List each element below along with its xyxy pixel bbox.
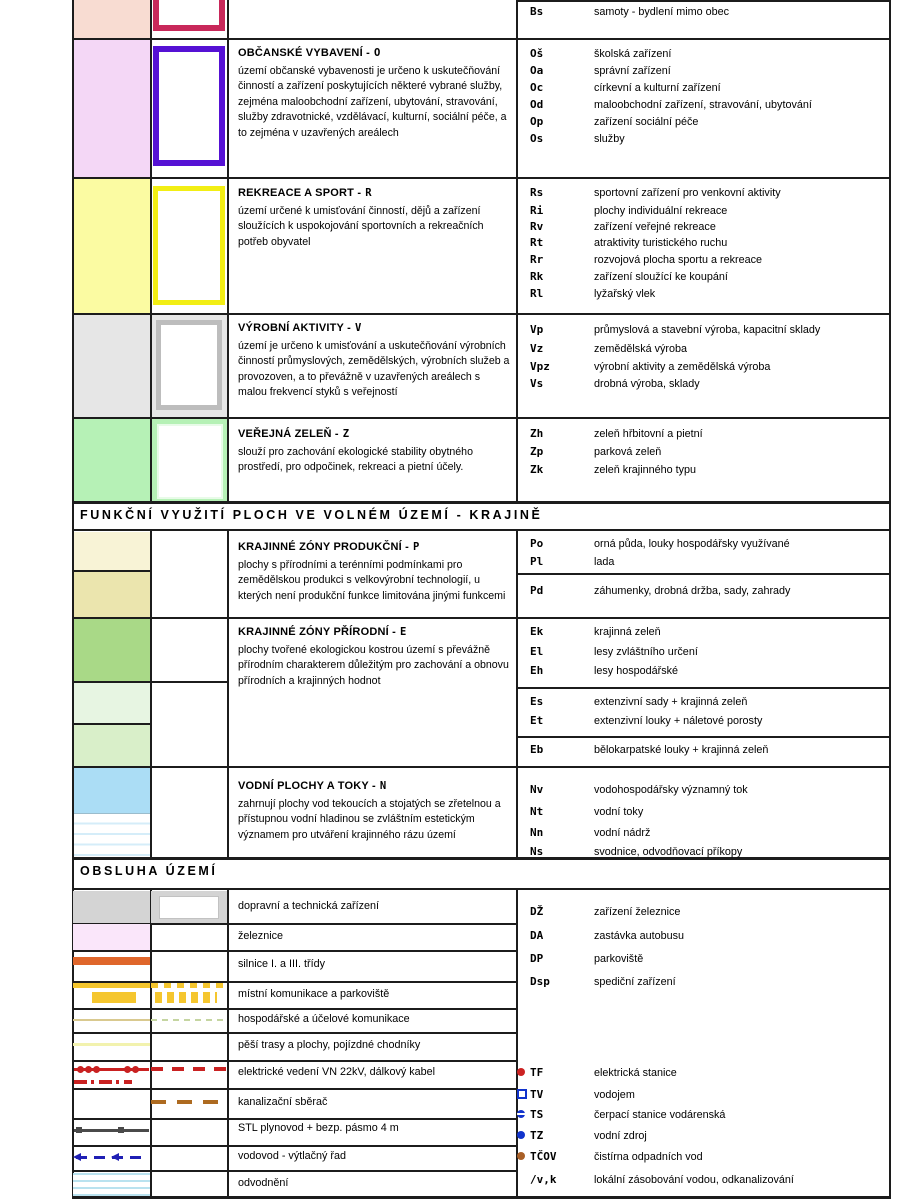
code-label: vodní nádrž (594, 827, 651, 839)
box-dopravni (159, 896, 219, 919)
code: Oa (530, 64, 544, 77)
markers-plynovod (76, 1127, 82, 1133)
box-rekreace (153, 186, 225, 305)
code: Zh (530, 427, 544, 440)
code-label: výrobní aktivity a zemědělská výroba (594, 361, 771, 373)
legend-code-row (530, 929, 684, 942)
section-title: KRAJINNÉ ZÓNY PŘÍRODNÍ - (238, 626, 396, 638)
red-circle-icon (517, 1068, 525, 1076)
swatch-obcanske (73, 39, 150, 177)
section-rekreace (238, 186, 510, 250)
section-zelen (238, 427, 510, 476)
section-body: území občanské vybavenosti je určeno k uskutečňování činností a zařízení poskytujících některé vybrané služby, zejména maloobchodní zařízení, ubytování, stravování, služby zdravotnické, vzdělávací, kulturní, sociální péče, a to zejména v uzavřených areálech (238, 64, 507, 139)
grid-line (72, 888, 891, 890)
legend-code-row (530, 952, 643, 965)
code-label: lokální zásobování vodou, odkanalizování (594, 1174, 794, 1186)
grid-line (516, 888, 518, 1196)
brown-circle-icon (517, 1152, 525, 1160)
code-label: parková zeleň (594, 446, 662, 458)
legend-code-row (530, 342, 687, 355)
legend-code-row (530, 287, 655, 300)
section-body: plochy tvořené ekologickou kostrou území s převážně přírodním charakterem důležitým pro zachování a obnovu přírodních a krajinných hodnot (238, 643, 509, 687)
box-vyrobni (156, 320, 222, 410)
code-label: zařízení sloužící ke koupání (594, 271, 728, 283)
code-label: sportovní zařízení pro venkovní aktivity (594, 187, 781, 199)
obsluha-row-label: odvodnění (238, 1177, 289, 1189)
obsluha-row-label: dopravní a technická zařízení (238, 900, 380, 912)
blue-circle-icon (517, 1131, 525, 1139)
legend-code-row (530, 5, 729, 18)
code-label: maloobchodní zařízení, stravování, ubytování (594, 99, 812, 111)
swatch-prirodni-2 (73, 682, 150, 723)
code-label: školská zařízení (594, 48, 672, 60)
legend-code-row (530, 323, 820, 336)
code: Rt (530, 236, 544, 249)
legend-code-row (530, 445, 661, 458)
section-body: slouží pro zachování ekologické stability obytného prostředí, pro odpočinek, rekreaci a pietní účely. (238, 445, 473, 473)
swatch-vodni-2-striped (73, 814, 150, 857)
section-vodni (238, 779, 510, 843)
code: Op (530, 115, 544, 128)
grid-line (72, 1008, 516, 1010)
code-label: rozvojová plocha sportu a rekreace (594, 254, 763, 266)
code-label: vodní toky (594, 806, 644, 818)
code: Vz (530, 342, 544, 355)
legend-code-row (530, 132, 625, 145)
code: Pd (530, 584, 544, 597)
code: Nt (530, 805, 544, 818)
code-label: samoty - bydlení mimo obec (594, 6, 730, 18)
section-title: VÝROBNÍ AKTIVITY - (238, 322, 351, 334)
code-label: lesy zvláštního určení (594, 646, 698, 658)
legend-code-row (530, 81, 721, 94)
grid-line (72, 1170, 516, 1172)
swatch-bs (73, 0, 150, 38)
grid-line (72, 1060, 516, 1062)
line-hospodarske-dashed (151, 1019, 227, 1021)
group-header-obsluha: OBSLUHA ÚZEMÍ (80, 864, 218, 878)
grid-line (227, 529, 229, 857)
code: /v,k (530, 1173, 557, 1186)
line-elektro-dashes-col2 (151, 1067, 227, 1071)
code-label: drobná výroba, sklady (594, 378, 700, 390)
legend-code-row (530, 743, 768, 756)
grid-line (150, 0, 152, 501)
code: Pl (530, 555, 544, 568)
code-label: zastávka autobusu (594, 930, 685, 942)
obsluha-row-label: pěší trasy a plochy, pojízdné chodníky (238, 1039, 421, 1051)
grid-line (227, 0, 229, 501)
code: Rk (530, 270, 544, 283)
code: Dsp (530, 975, 550, 988)
code: Eh (530, 664, 544, 677)
code-label: svodnice, odvodňovací příkopy (594, 846, 743, 858)
obsluha-row-label: STL plynovod + bezp. pásmo 4 m (238, 1122, 399, 1134)
legend-code-row (530, 537, 790, 550)
section-code: Z (342, 428, 350, 440)
arrow-vodovod (73, 1153, 81, 1161)
bars-parkoviste (155, 992, 217, 1003)
code: Rs (530, 186, 544, 199)
section-vyrobni (238, 321, 510, 401)
obsluha-row-label: silnice I. a III. třídy (238, 958, 326, 970)
legend-code-row (530, 1129, 647, 1142)
code: Ri (530, 204, 544, 217)
line-kanalizace (151, 1100, 227, 1104)
code: Vs (530, 377, 544, 390)
code: Rv (530, 220, 544, 233)
grid-line (72, 417, 891, 419)
box-zelen (157, 424, 223, 499)
grid-line (72, 1118, 516, 1120)
code: Zp (530, 445, 544, 458)
code-label: zemědělská výroba (594, 343, 688, 355)
legend-code-row (530, 115, 698, 128)
grid-line (516, 0, 891, 2)
grid-line (72, 813, 150, 814)
line-elektro (74, 1068, 149, 1071)
section-code: R (365, 187, 372, 199)
code: TF (530, 1066, 544, 1079)
legend-code-row (530, 584, 790, 597)
legend-code-row (530, 1088, 635, 1101)
code-label: zeleň hřbitovní a pietní (594, 428, 703, 440)
code-label: služby (594, 133, 625, 145)
code-label: zařízení železnice (594, 906, 681, 918)
code-label: církevní a kulturní zařízení (594, 82, 721, 94)
code: TS (530, 1108, 544, 1121)
dots-elektro (77, 1066, 84, 1073)
box-obcanske (153, 46, 225, 166)
grid-line (72, 38, 891, 40)
obsluha-row-label: železnice (238, 930, 284, 942)
swatch-produkcni-1 (73, 532, 150, 570)
grid-line (72, 950, 516, 952)
code: DA (530, 929, 544, 942)
arrow-vodovod (111, 1153, 119, 1161)
code: Vpz (530, 360, 550, 373)
code-label: bělokarpatské louky + krajinná zeleň (594, 744, 769, 756)
section-body: plochy s přírodními a terénními podmínkami pro zemědělskou produkci s velkovýrobní technologií, u kterých není produkční funkce limitována jinými funkcemi (238, 558, 506, 602)
code-label: průmyslová a stavební výroba, kapacitní sklady (594, 324, 821, 336)
code: Os (530, 132, 544, 145)
stripes-odvodneni (73, 1173, 150, 1196)
line-mistni (73, 983, 150, 988)
grid-line (72, 313, 891, 315)
legend-code-row (530, 360, 770, 373)
section-code: V (355, 322, 362, 334)
legend-code-row (530, 186, 781, 199)
grid-line (72, 617, 891, 619)
legend-code-row (530, 1173, 794, 1186)
code: DP (530, 952, 544, 965)
obsluha-row-label: hospodářské a účelové komunikace (238, 1013, 410, 1025)
legend-code-row (530, 98, 812, 111)
group-header-krajina: FUNKČNÍ VYUŽITÍ PLOCH VE VOLNÉM ÚZEMÍ - KRAJINĚ (80, 508, 543, 522)
obsluha-row-label: elektrické vedení VN 22kV, dálkový kabel (238, 1066, 436, 1078)
swatch-vodni-1 (73, 767, 150, 813)
code: Eb (530, 743, 544, 756)
code-label: čerpací stanice vodárenská (594, 1109, 726, 1121)
section-body: území určené k umisťování činností, dějů a zařízení sloužících k uspokojování sportovních a rekreačních potřeb obyvatel (238, 204, 484, 248)
legend-code-row (530, 1108, 725, 1121)
grid-line (516, 0, 518, 501)
line-silnice (73, 957, 150, 965)
line-plynovod (74, 1129, 149, 1132)
code: TČOV (530, 1150, 557, 1163)
legend-code-row (530, 204, 727, 217)
code-label: krajinná zeleň (594, 626, 661, 638)
legend-code-row (530, 1150, 703, 1163)
legend-code-row (530, 625, 661, 638)
swatch-zeleznice (73, 924, 150, 950)
grid-line (72, 1196, 891, 1199)
section-prirodni (238, 625, 510, 689)
section-title: OBČANSKÉ VYBAVENÍ - (238, 47, 370, 59)
grid-line (72, 1145, 516, 1147)
legend-code-row (530, 64, 671, 77)
legend-code-row (530, 664, 678, 677)
grid-line (72, 766, 891, 768)
legend-code-row (530, 463, 696, 476)
code-label: plochy individuální rekreace (594, 205, 728, 217)
grid-line (516, 736, 891, 738)
code: Bs (530, 5, 544, 18)
rect-parkoviste (92, 992, 136, 1003)
section-title: KRAJINNÉ ZÓNY PRODUKČNÍ - (238, 541, 410, 553)
line-hospodarske (73, 1019, 150, 1021)
code: Es (530, 695, 544, 708)
section-code: P (413, 541, 420, 553)
code-label: elektrická stanice (594, 1067, 677, 1079)
code-label: parkoviště (594, 953, 644, 965)
legend-code-row (530, 427, 703, 440)
code: Vp (530, 323, 544, 336)
code-label: atraktivity turistického ruchu (594, 237, 728, 249)
section-title: REKREACE A SPORT - (238, 187, 362, 199)
code: Nn (530, 826, 544, 839)
grid-line (72, 723, 150, 725)
code-label: lyžařský vlek (594, 288, 656, 300)
legend-code-row (530, 975, 676, 988)
legend-code-row (530, 236, 727, 249)
code-label: vodní zdroj (594, 1130, 647, 1142)
grid-line (72, 857, 891, 860)
code: Nv (530, 783, 544, 796)
legend-code-row (530, 714, 762, 727)
section-produkcni (238, 540, 510, 604)
grid-line (72, 1088, 516, 1090)
obsluha-row-label: kanalizační sběrač (238, 1096, 328, 1108)
code-label: vodohospodářsky významný tok (594, 784, 748, 796)
code: Et (530, 714, 544, 727)
legend-code-row (530, 253, 762, 266)
code-label: spediční zařízení (594, 976, 676, 988)
swatch-zelen (73, 418, 150, 501)
code-label: lada (594, 556, 615, 568)
code-label: extenzivní sady + krajinná zeleň (594, 696, 748, 708)
obsluha-row-label: vodovod - výtlačný řad (238, 1150, 347, 1162)
swatch-prirodni-3 (73, 724, 150, 766)
section-code: N (379, 780, 387, 792)
grid-line (227, 888, 229, 1196)
line-dalkovy-kabel (74, 1080, 132, 1084)
swatch-vyrobni (73, 314, 150, 417)
grid-line (72, 529, 891, 531)
legend-code-row (530, 377, 700, 390)
code: TV (530, 1088, 544, 1101)
legend-code-row (530, 783, 748, 796)
code: Zk (530, 463, 544, 476)
grid-line (516, 573, 891, 575)
legend-code-row (530, 805, 643, 818)
obsluha-row-label: místní komunikace a parkoviště (238, 988, 390, 1000)
grid-line (150, 888, 152, 1196)
code: DŽ (530, 905, 544, 918)
swatch-prirodni-1 (73, 618, 150, 681)
section-body: území je určeno k umisťování a uskutečňování výrobních činností průmyslových, zemědělských, výrobních služeb a provozoven, a to převážně v uzavřených areálech s malou frekvencí styků s veřejností (238, 339, 510, 398)
code: Oc (530, 81, 544, 94)
code-label: orná půda, louky hospodářsky využívané (594, 538, 790, 550)
legend-code-row (530, 695, 747, 708)
code-label: lesy hospodářské (594, 665, 679, 677)
section-code: O (373, 47, 381, 59)
blue-square-icon (517, 1089, 527, 1099)
legend-code-row (530, 220, 716, 233)
grid-line (72, 570, 150, 572)
code: Od (530, 98, 544, 111)
code: TZ (530, 1129, 544, 1142)
swatch-produkcni-2 (73, 571, 150, 617)
legend-code-row (530, 1066, 677, 1079)
grid-line (72, 501, 891, 504)
line-pesi (73, 1043, 150, 1046)
code-label: zeleň krajinného typu (594, 464, 697, 476)
code-label: vodojem (594, 1089, 635, 1101)
code: El (530, 645, 544, 658)
code-label: zařízení sociální péče (594, 116, 699, 128)
code: Ek (530, 625, 544, 638)
code-label: správní zařízení (594, 65, 671, 77)
swatch-rekreace (73, 178, 150, 313)
swatch-dopravni (73, 891, 150, 923)
section-body: zahrnují plochy vod tekoucích a stojatých se zřetelnou a přístupnou vodní hladinou se zvláštním estetickým významem pro utváření krajinného rázu území (238, 797, 501, 841)
grid-line (72, 177, 891, 179)
section-obcanske (238, 46, 510, 141)
section-title: VEŘEJNÁ ZELEŇ - (238, 428, 339, 440)
legend-code-row (530, 645, 698, 658)
legend-code-row (530, 826, 650, 839)
grid-line (516, 687, 891, 689)
code: Oš (530, 47, 544, 60)
legend-code-row (530, 270, 728, 283)
code-label: záhumenky, drobná držba, sady, zahrady (594, 585, 791, 597)
legend-code-row (530, 905, 680, 918)
section-title: VODNÍ PLOCHY A TOKY - (238, 780, 376, 792)
code: Rl (530, 287, 544, 300)
blue-circle-slash-icon (517, 1110, 525, 1118)
grid-line (516, 529, 518, 857)
code-label: zařízení veřejné rekreace (594, 221, 716, 233)
legend-code-row (530, 555, 614, 568)
section-code: E (400, 626, 407, 638)
code: Po (530, 537, 544, 550)
line-mistni-dashed (151, 983, 227, 988)
grid-line (72, 1032, 516, 1034)
grid-line (150, 529, 152, 857)
grid-line (889, 0, 891, 1198)
code-label: extenzivní louky + náletové porosty (594, 715, 763, 727)
legend-code-row (530, 47, 671, 60)
code-label: čistírna odpadních vod (594, 1151, 703, 1163)
code: Ns (530, 845, 544, 858)
legend-code-row (530, 845, 742, 858)
box-bs (153, 0, 225, 31)
code: Rr (530, 253, 544, 266)
